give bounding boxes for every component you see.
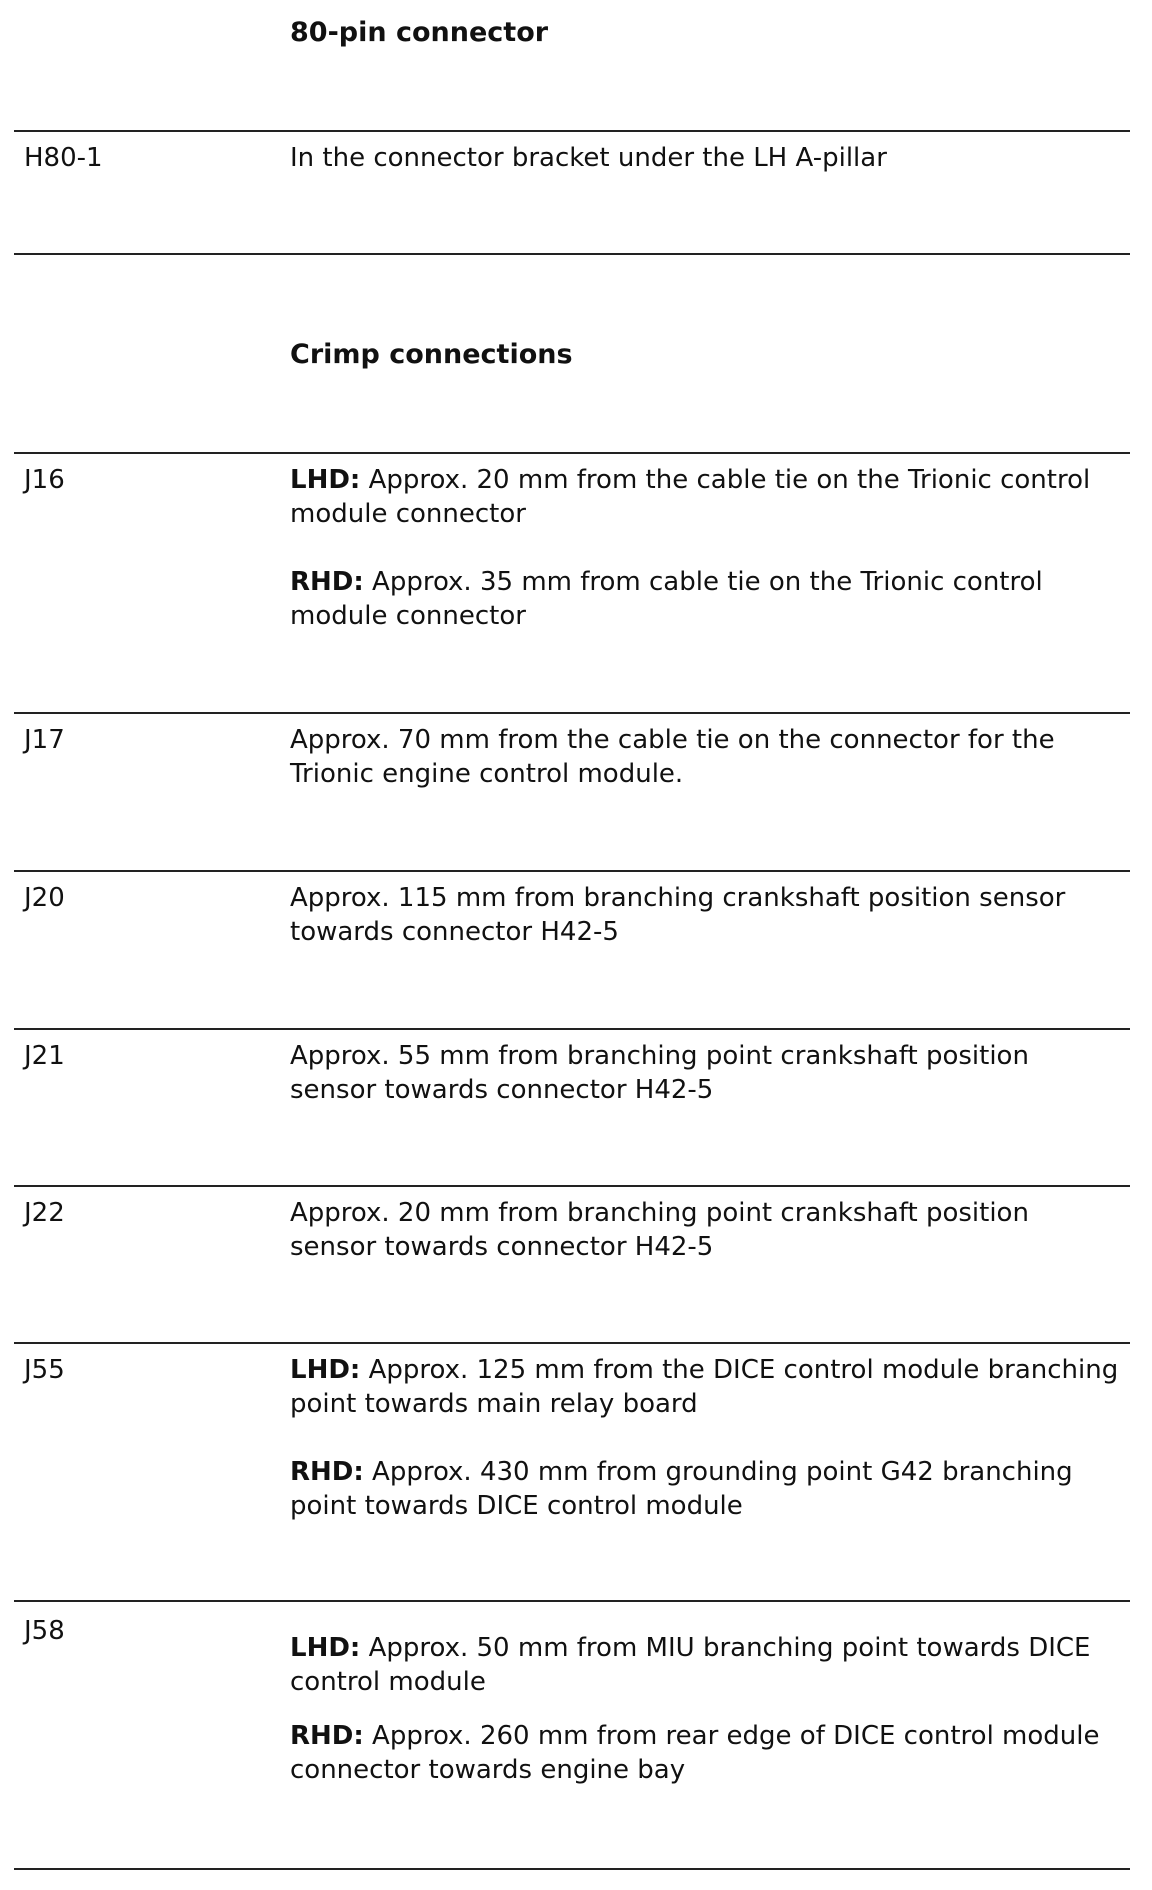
rhd-text: Approx. 260 mm from rear edge of DICE control module connector towards engine bay bbox=[290, 1721, 1100, 1785]
connector-code: J55 bbox=[24, 1355, 65, 1385]
rhd-text: Approx. 35 mm from cable tie on the Trionic control module connector bbox=[290, 567, 1043, 631]
location-description bbox=[290, 723, 1120, 791]
table-divider bbox=[14, 1028, 1130, 1030]
lhd-location bbox=[290, 1631, 1120, 1699]
connector-code: J16 bbox=[24, 465, 65, 495]
location-description bbox=[290, 881, 1120, 949]
connector-code: J58 bbox=[24, 1616, 65, 1646]
location-description bbox=[290, 1196, 1120, 1264]
lhd-location bbox=[290, 1353, 1120, 1421]
connector-code: J21 bbox=[24, 1041, 65, 1071]
table-divider bbox=[14, 1600, 1130, 1602]
lhd-label: LHD: bbox=[290, 1633, 361, 1663]
location-text: Approx. 70 mm from the cable tie on the connector for the Trionic engine control module. bbox=[290, 725, 1055, 789]
rhd-location bbox=[290, 565, 1120, 633]
lhd-text: Approx. 125 mm from the DICE control module branching point towards main relay board bbox=[290, 1355, 1119, 1419]
location-text: In the connector bracket under the LH A-pillar bbox=[290, 143, 887, 173]
lhd-label: LHD: bbox=[290, 1355, 361, 1385]
connector-code: J17 bbox=[24, 725, 65, 755]
location-description bbox=[290, 1039, 1120, 1107]
rhd-label: RHD: bbox=[290, 1457, 364, 1487]
table-divider bbox=[14, 1342, 1130, 1344]
rhd-location bbox=[290, 1455, 1120, 1523]
rhd-label: RHD: bbox=[290, 1721, 364, 1751]
location-text: Approx. 115 mm from branching crankshaft position sensor towards connector H42-5 bbox=[290, 883, 1066, 947]
lhd-text: Approx. 50 mm from MIU branching point towards DICE control module bbox=[290, 1633, 1091, 1697]
lhd-label: LHD: bbox=[290, 465, 361, 495]
table-divider bbox=[14, 712, 1130, 714]
connector-code: J22 bbox=[24, 1198, 65, 1228]
section-heading-crimp-connections: Crimp connections bbox=[290, 339, 573, 370]
location-text: Approx. 55 mm from branching point crankshaft position sensor towards connector H42-5 bbox=[290, 1041, 1029, 1105]
location-description bbox=[290, 1353, 1120, 1523]
rhd-location bbox=[290, 1719, 1120, 1787]
rhd-label: RHD: bbox=[290, 567, 364, 597]
table-divider bbox=[14, 130, 1130, 132]
lhd-location bbox=[290, 463, 1120, 531]
location-description bbox=[290, 1631, 1120, 1787]
table-divider bbox=[14, 870, 1130, 872]
table-divider bbox=[14, 452, 1130, 454]
location-description bbox=[290, 141, 1120, 175]
lhd-text: Approx. 20 mm from the cable tie on the Trionic control module connector bbox=[290, 465, 1091, 529]
connector-code: J20 bbox=[24, 883, 65, 913]
location-text: Approx. 20 mm from branching point crankshaft position sensor towards connector H42-5 bbox=[290, 1198, 1029, 1262]
table-divider bbox=[14, 1185, 1130, 1187]
rhd-text: Approx. 430 mm from grounding point G42 branching point towards DICE control module bbox=[290, 1457, 1073, 1521]
table-divider bbox=[14, 253, 1130, 255]
section-heading-80-pin-connector: 80-pin connector bbox=[290, 17, 549, 48]
table-divider bbox=[14, 1868, 1130, 1870]
connector-code: H80-1 bbox=[24, 143, 103, 173]
location-description bbox=[290, 463, 1120, 633]
